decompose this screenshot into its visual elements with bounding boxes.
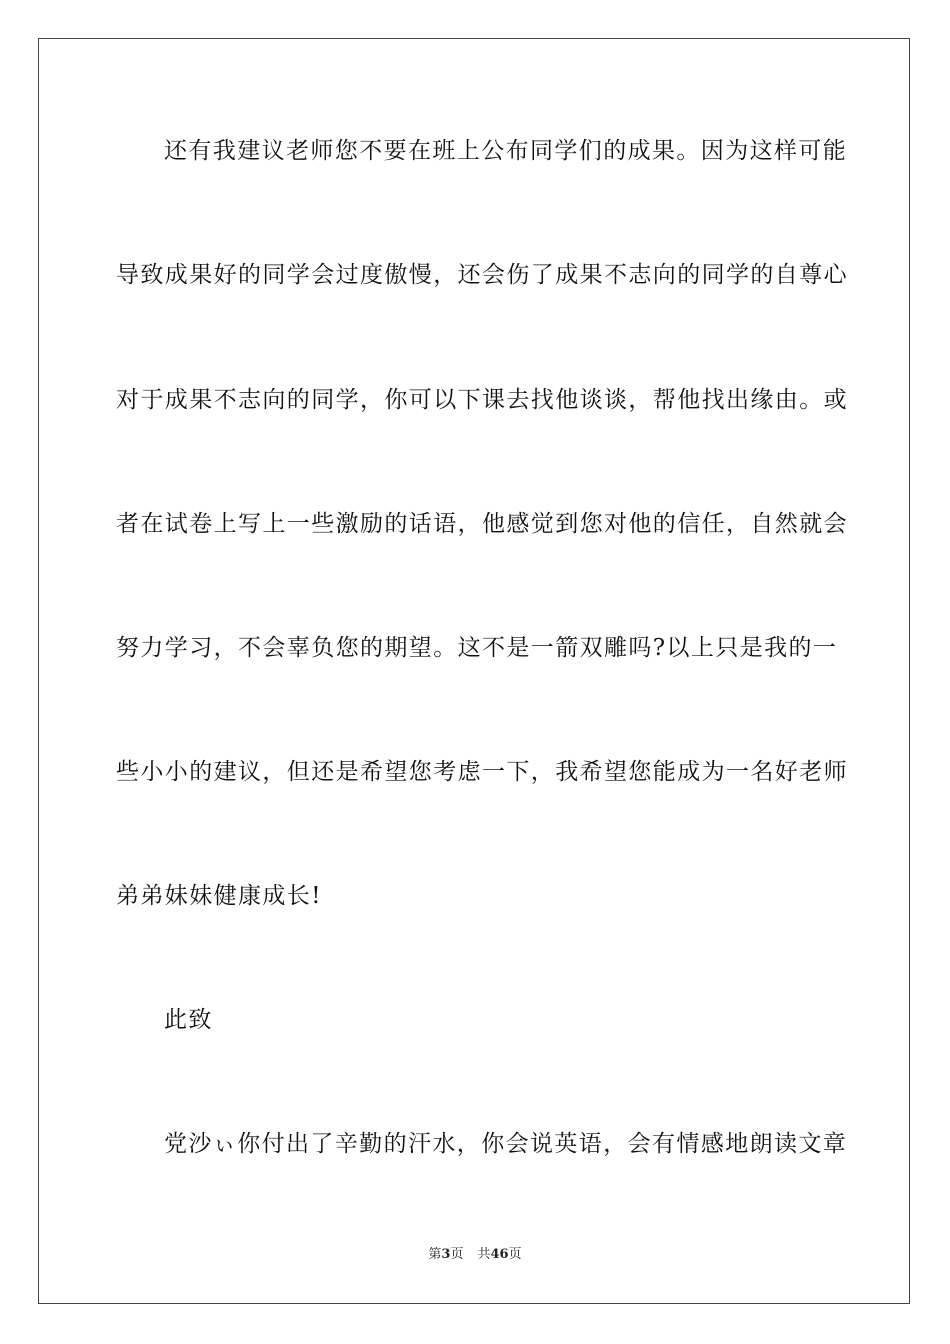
page-border: [38, 38, 910, 1304]
text-line-9: 党沙ぃ你付出了辛勤的汗水，你会说英语，会有情感地朗读文章: [164, 1131, 848, 1157]
text-line-3: 对于成果不志向的同学，你可以下课去找他谈谈，帮他找出缘由。或: [116, 387, 848, 413]
text-line-6: 些小小的建议，但还是希望您考虑一下，我希望您能成为一名好老师: [116, 759, 848, 785]
text-line-2: 导致成果好的同学会过度傲慢，还会伤了成果不志向的同学的自尊心: [116, 262, 848, 288]
page-suffix: 页: [450, 1247, 464, 1262]
total-prefix: 共: [477, 1247, 491, 1262]
total-pages-number: 46: [490, 1247, 509, 1262]
total-suffix: 页: [508, 1247, 522, 1262]
text-line-4: 者在试卷上写上一些激励的话语，他感觉到您对他的信任，自然就会: [116, 511, 848, 537]
text-line-7: 弟弟妹妹健康成长!: [116, 883, 322, 909]
page-prefix: 第: [428, 1247, 442, 1262]
page-footer: [0, 1246, 950, 1264]
text-line-5: 努力学习，不会辜负您的期望。这不是一箭双雕吗?以上只是我的一: [116, 635, 838, 661]
text-line-1: 还有我建议老师您不要在班上公布同学们的成果。因为这样可能: [164, 138, 848, 164]
current-page-number: 3: [441, 1247, 451, 1262]
salutation-line: 此致: [164, 1007, 213, 1033]
